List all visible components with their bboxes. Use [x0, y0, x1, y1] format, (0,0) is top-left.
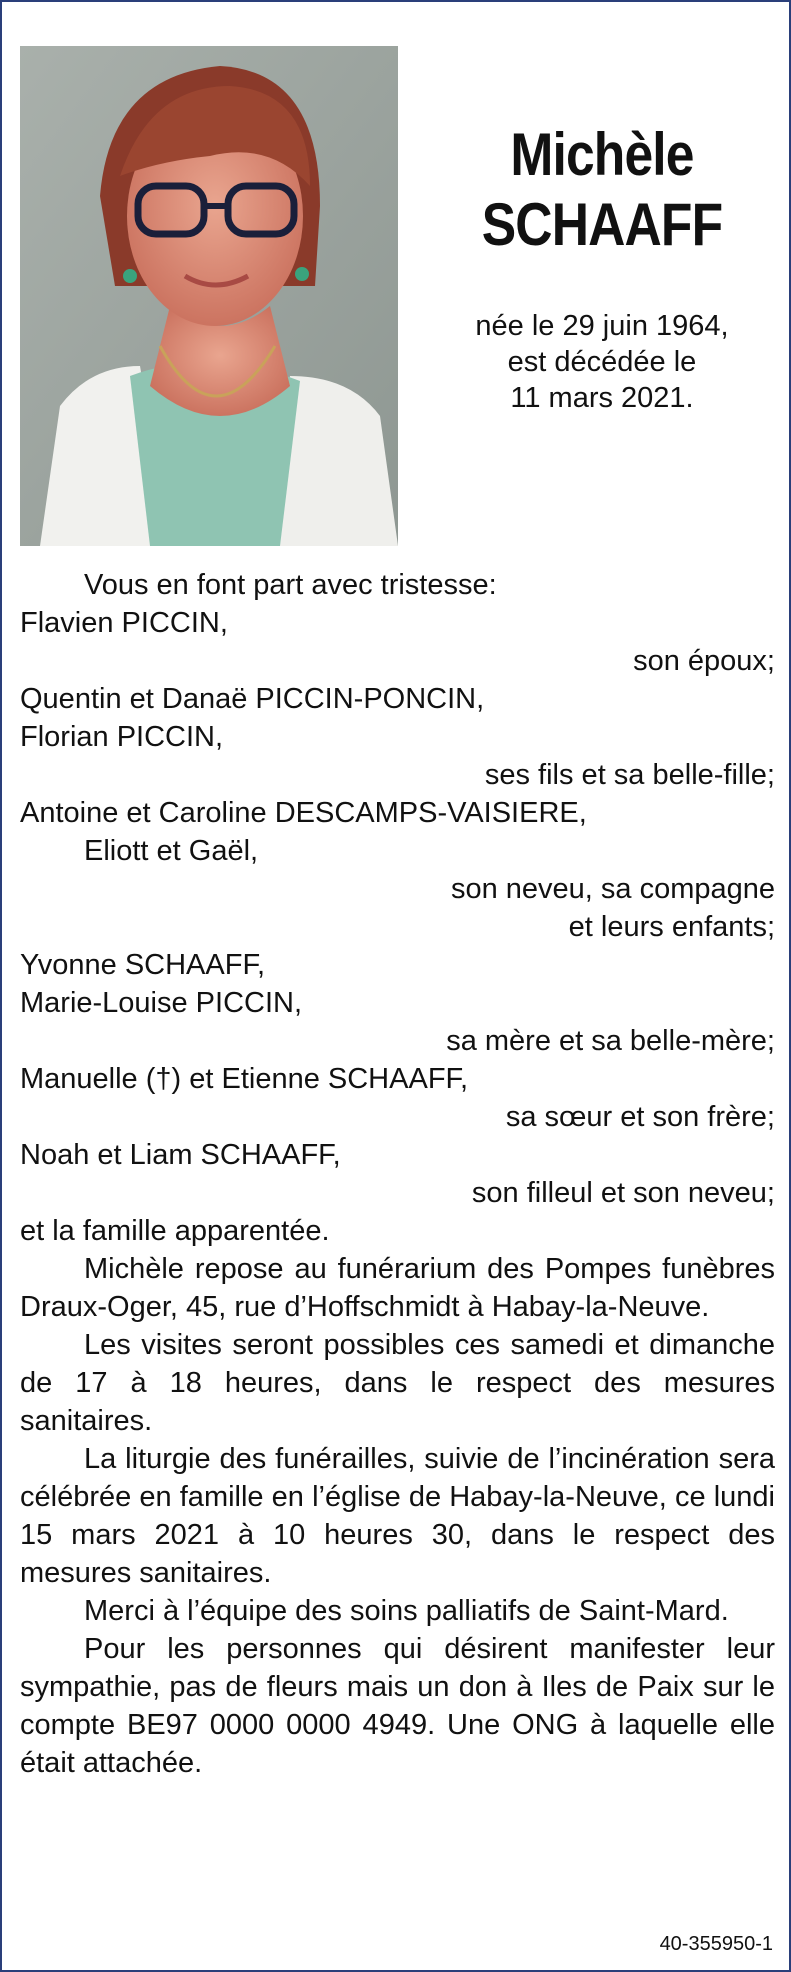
- family-name: Manuelle (†) et Etienne SCHAAFF,: [20, 1063, 469, 1095]
- closing-family: et la famille apparentée.: [20, 1215, 330, 1247]
- family-name: Florian PICCIN,: [20, 721, 224, 753]
- intro-line: Vous en font part avec tristesse:: [84, 569, 497, 601]
- paragraph-liturgy: La liturgie des funérailles, suivie de l’incinération sera célébrée en famille en l’église de Habay-la-Neuve, ce lundi 15 mars 2021 à 10 heures 30, dans le respect des mesures sanitaires.: [20, 1443, 775, 1589]
- first-name: Michèle: [510, 121, 694, 188]
- death-line-2: 11 mars 2021.: [510, 382, 694, 414]
- reference-number: 40-355950-1: [659, 1933, 773, 1955]
- family-name: Yvonne SCHAAFF,: [20, 949, 265, 981]
- family-relation: son neveu, sa compagne: [450, 873, 775, 905]
- family-name: Quentin et Danaë PICCIN-PONCIN,: [20, 683, 485, 715]
- family-relation: sa sœur et son frère;: [505, 1101, 775, 1133]
- notice-body: [20, 566, 775, 1782]
- family-relation: et leurs enfants;: [568, 911, 775, 943]
- paragraph-donation: Pour les personnes qui désirent manifester leur sympathie, pas de fleurs mais un don à Iles de Paix sur le compte BE97 0000 0000 4949. Une ONG à laquelle elle était attachée.: [20, 1633, 775, 1779]
- family-relation: son époux;: [633, 645, 775, 677]
- family-name: Flavien PICCIN,: [20, 607, 228, 639]
- family-subname: Eliott et Gaël,: [84, 835, 259, 867]
- family-relation: ses fils et sa belle-fille;: [484, 759, 775, 791]
- family-relation: sa mère et sa belle-mère;: [446, 1025, 775, 1057]
- family-name: Marie-Louise PICCIN,: [20, 987, 303, 1019]
- dates-block: [422, 308, 782, 416]
- family-relation: son filleul et son neveu;: [471, 1177, 775, 1209]
- paragraph-thanks: Merci à l’équipe des soins palliatifs de Saint-Mard.: [84, 1595, 729, 1627]
- portrait-photo: [20, 46, 398, 546]
- paragraph-funerarium: Michèle repose au funérarium des Pompes funèbres Draux-Oger, 45, rue d’Hoffschmidt à Habay-la-Neuve.: [20, 1253, 775, 1323]
- family-name: Noah et Liam SCHAAFF,: [20, 1139, 341, 1171]
- family-name: Antoine et Caroline DESCAMPS-VAISIERE,: [20, 797, 587, 829]
- last-name: SCHAAFF: [481, 191, 723, 258]
- deceased-name: [422, 120, 782, 260]
- death-line-1: est décédée le: [507, 346, 697, 378]
- paragraph-visits: Les visites seront possibles ces samedi et dimanche de 17 à 18 heures, dans le respect des mesures sanitaires.: [20, 1329, 775, 1437]
- birth-line: née le 29 juin 1964,: [475, 310, 729, 342]
